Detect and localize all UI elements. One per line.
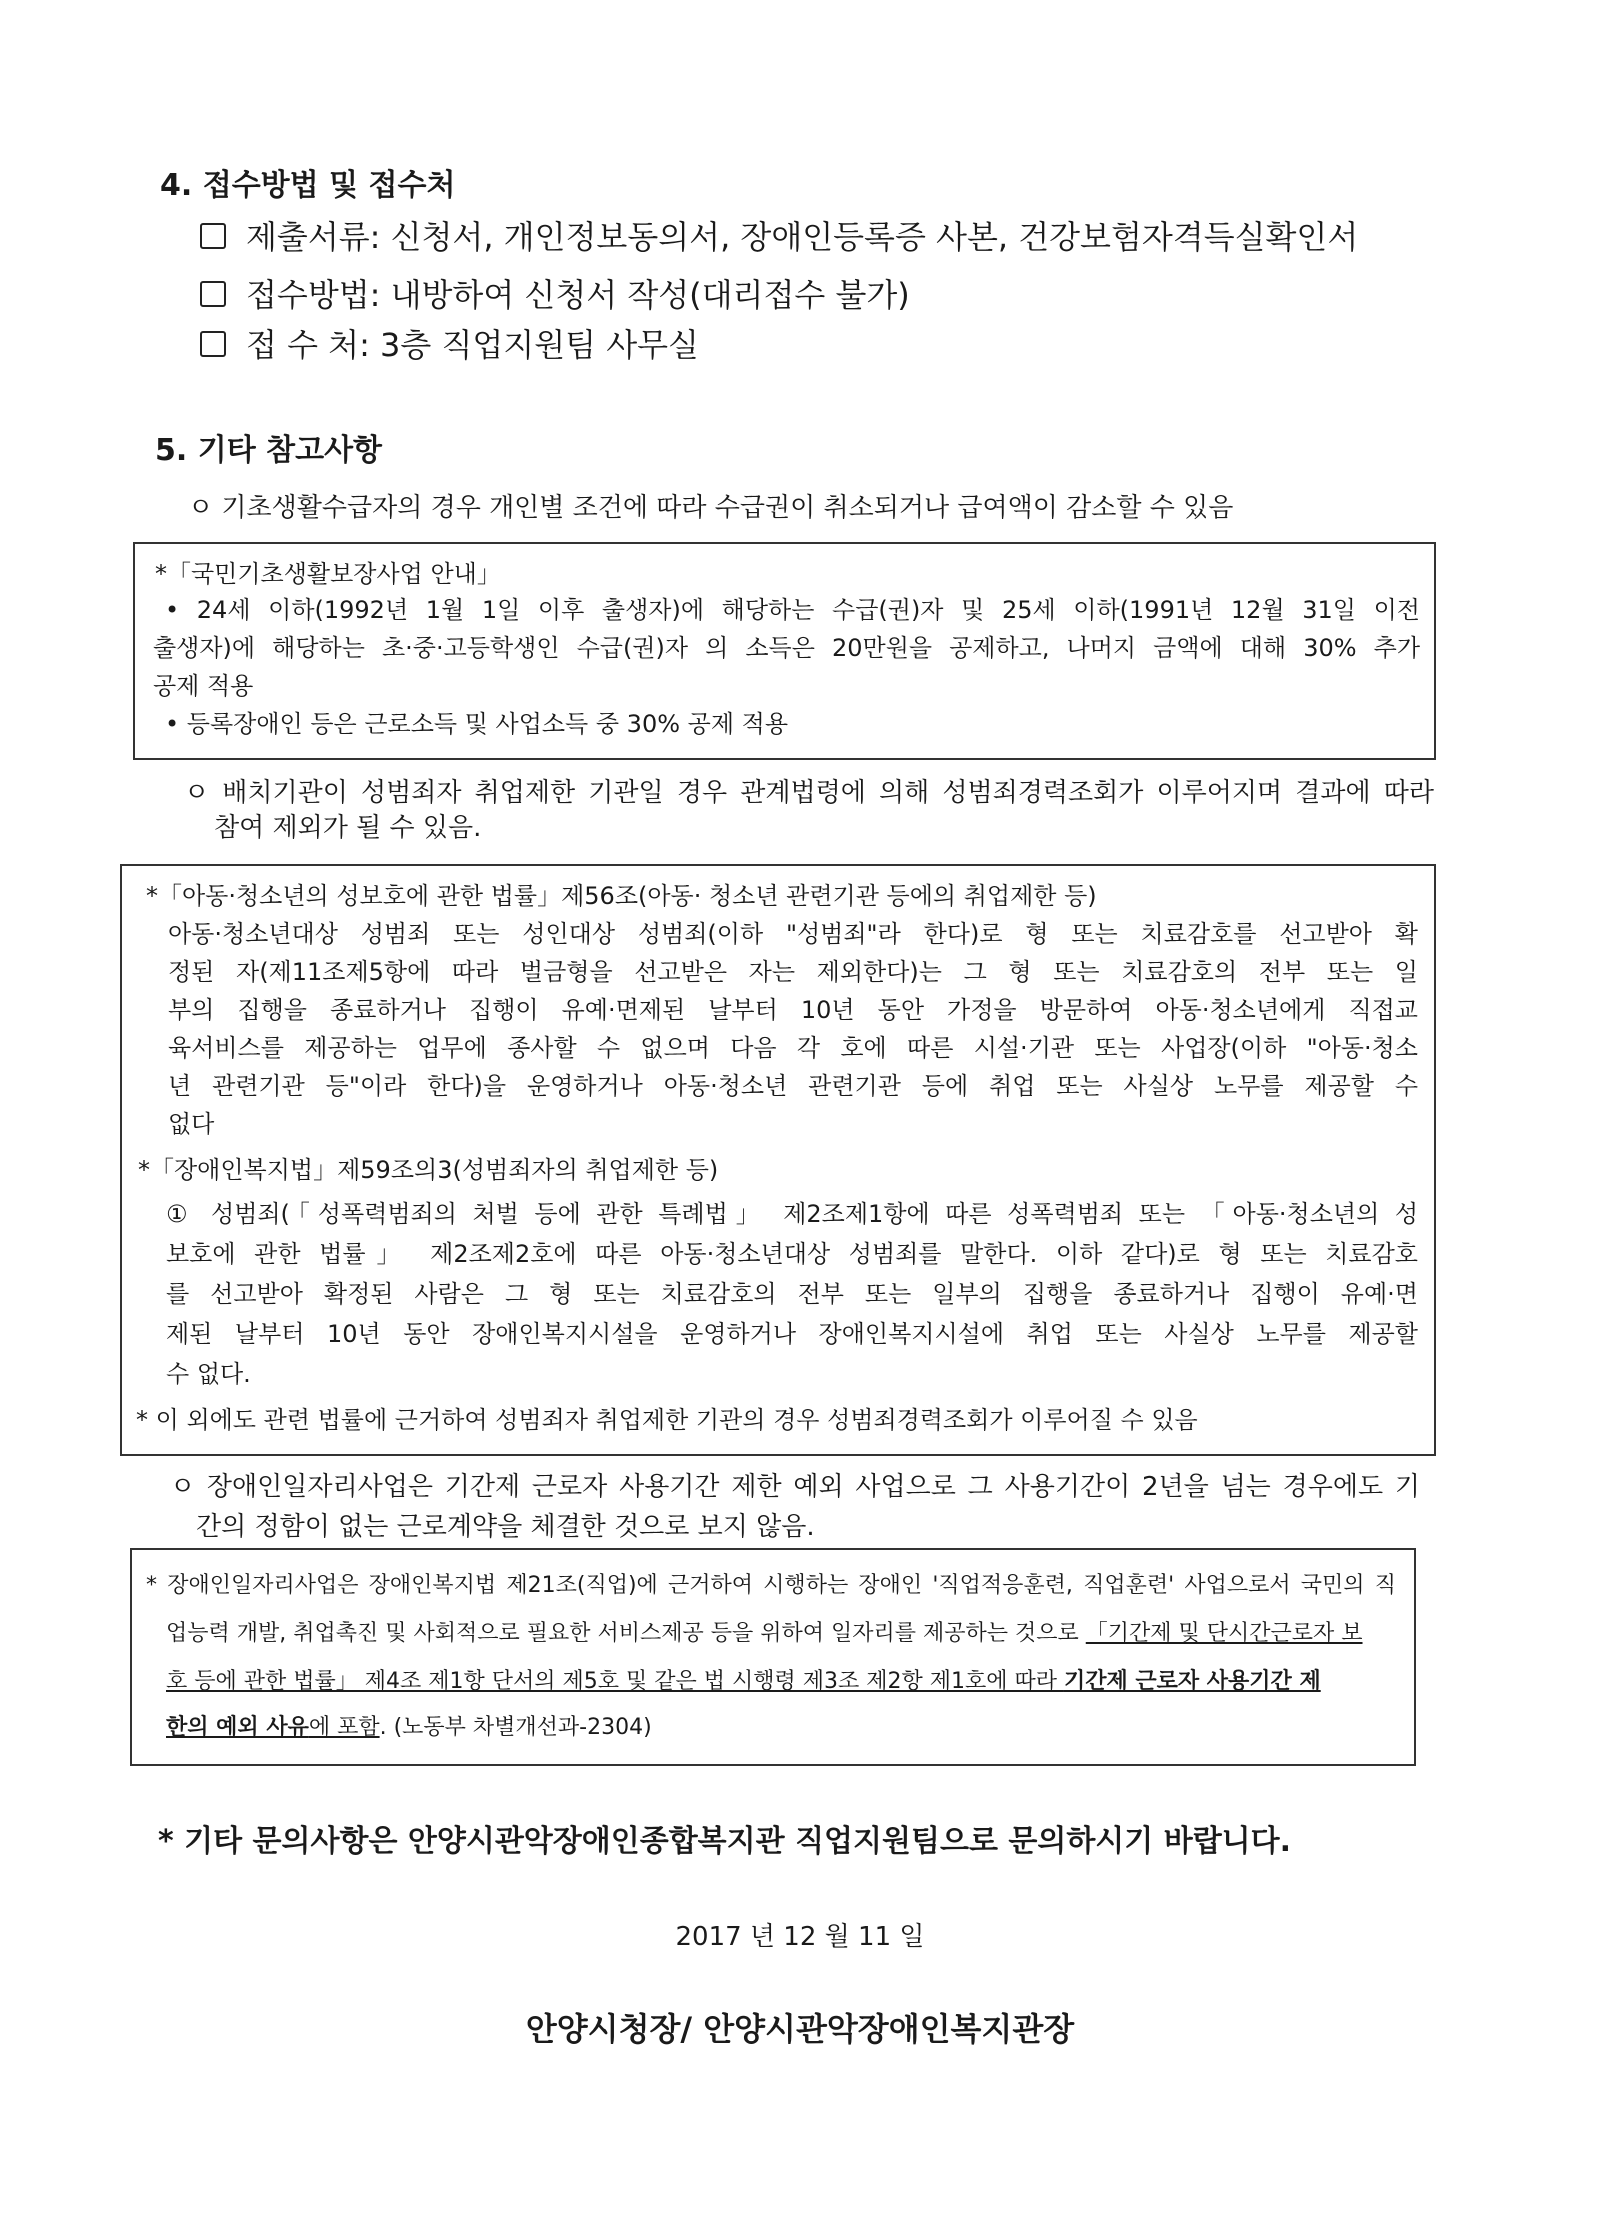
- checkbox-icon: [200, 331, 226, 357]
- bullet-sex-offender-line1: ㅇ 배치기관이 성범죄자 취업제한 기관일 경우 관계법령에 의해 성범죄경력조회가 이루어지며 결과에 따라: [184, 778, 1434, 808]
- box1-item2: • 등록장애인 등은 근로소득 및 사업소득 중 30% 공제 적용: [165, 710, 789, 738]
- box2-law1-line: 없다: [168, 1110, 215, 1138]
- note-box-employment-restriction: [120, 864, 1436, 1456]
- box2-law2-title: *「장애인복지법」제59조의3(성범죄자의 취업제한 등): [138, 1156, 719, 1184]
- box2-footnote: * 이 외에도 관련 법률에 근거하여 성범죄자 취업제한 기관의 경우 성범죄경력조회가 이루어질 수 있음: [136, 1406, 1198, 1434]
- box2-law2-line: 제된 날부터 10년 동안 장애인복지시설을 운영하거나 장애인복지시설에 취업 또는 사실상 노무를 제공할: [166, 1320, 1418, 1348]
- checkbox-icon: [200, 223, 226, 249]
- box1-title: *「국민기초생활보장사업 안내」: [155, 560, 501, 588]
- box2-law1-title: *「아동·청소년의 성보호에 관한 법률」제56조(아동· 청소년 관련기관 등에의 취업제한 등): [146, 882, 1097, 910]
- bullet-fixed-term-line2: 간의 정함이 없는 근로계약을 체결한 것으로 보지 않음.: [196, 1512, 815, 1542]
- document-date: 2017 년 12 월 11 일: [675, 1922, 925, 1952]
- section4-item-documents: 제출서류: 신청서, 개인정보동의서, 장애인등록증 사본, 건강보험자격득실확인서: [200, 212, 1358, 258]
- bullet-basic-livelihood: ㅇ 기초생활수급자의 경우 개인별 조건에 따라 수급권이 취소되거나 급여액이 감소할 수 있음: [188, 493, 1234, 523]
- box2-law1-line: 아동·청소년대상 성범죄 또는 성인대상 성범죄(이하 "성범죄"라 한다)로 형 또는 치료감호를 선고받아 확: [168, 920, 1418, 948]
- box2-law2-line: 수 없다.: [166, 1360, 251, 1388]
- box2-law1-line: 부의 집행을 종료하거나 집행이 유예·면제된 날부터 10년 동안 가정을 방문하여 아동·청소년에게 직접교: [168, 996, 1418, 1024]
- box1-item1-line1: • 24세 이하(1992년 1월 1일 이후 출생자)에 해당하는 수급(권)자 및 25세 이하(1991년 12월 31일 이전: [165, 596, 1420, 624]
- box1-item1-line2: 출생자)에 해당하는 초·중·고등학생인 수급(권)자 의 소득은 20만원을 공제하고, 나머지 금액에 대해 30% 추가: [153, 634, 1420, 662]
- box2-law1-line: 정된 자(제11조제5항에 따라 벌금형을 선고받은 자는 제외한다)는 그 형 또는 치료감호의 전부 또는 일: [168, 958, 1418, 986]
- bullet-sex-offender-line2: 참여 제외가 될 수 있음.: [214, 813, 482, 843]
- box2-law2-line: 를 선고받아 확정된 사람은 그 형 또는 치료감호의 전부 또는 일부의 집행을 종료하거나 집행이 유예·면: [166, 1280, 1418, 1308]
- section4-item-method: 접수방법: 내방하여 신청서 작성(대리접수 불가): [200, 270, 910, 316]
- box3-line2: 업능력 개발, 취업촉진 및 사회적으로 필요한 서비스제공 등을 위하여 일자리를 제공하는 것으로 「기간제 및 단시간근로자 보: [166, 1621, 1363, 1646]
- box3-line3: 호 등에 관한 법률」 제4조 제1항 단서의 제5호 및 같은 법 시행령 제3조 제2항 제1호에 따라 기간제 근로자 사용기간 제: [166, 1669, 1321, 1694]
- box2-law2-line: ① 성범죄(「성폭력범죄의 처벌 등에 관한 특례법」 제2조제1항에 따른 성폭력범죄 또는 「아동·청소년의 성: [166, 1200, 1418, 1228]
- box3-line1: * 장애인일자리사업은 장애인복지법 제21조(직업)에 근거하여 시행하는 장애인 '직업적응훈련, 직업훈련' 사업으로서 국민의 직: [146, 1573, 1396, 1598]
- signature: 안양시청장/ 안양시관악장애인복지관장: [525, 2010, 1075, 2048]
- box1-item1-line3: 공제 적용: [153, 672, 254, 700]
- inquiry-note: * 기타 문의사항은 안양시관악장애인종합복지관 직업지원팀으로 문의하시기 바랍니다.: [158, 1824, 1292, 1859]
- note-box-fixed-term-exception: [130, 1548, 1416, 1766]
- box3-line4: 한의 예외 사유에 포함. (노동부 차별개선과-2304): [166, 1715, 652, 1740]
- checkbox-icon: [200, 281, 226, 307]
- note-box-basic-livelihood: [133, 542, 1436, 760]
- section4-heading: 4. 접수방법 및 접수처: [160, 168, 456, 203]
- section5-heading: 5. 기타 참고사항: [155, 433, 383, 468]
- box2-law1-line: 년 관련기관 등"이라 한다)을 운영하거나 아동·청소년 관련기관 등에 취업 또는 사실상 노무를 제공할 수: [168, 1072, 1418, 1100]
- box2-law2-line: 보호에 관한 법률」 제2조제2호에 따른 아동·청소년대상 성범죄를 말한다. 이하 같다)로 형 또는 치료감호: [166, 1240, 1418, 1268]
- section4-item-place: 접 수 처: 3층 직업지원팀 사무실: [200, 320, 699, 366]
- box2-law1-line: 육서비스를 제공하는 업무에 종사할 수 없으며 다음 각 호에 따른 시설·기관 또는 사업장(이하 "아동·청소: [168, 1034, 1418, 1062]
- bullet-fixed-term-line1: ㅇ 장애인일자리사업은 기간제 근로자 사용기간 제한 예외 사업으로 그 사용기간이 2년을 넘는 경우에도 기: [170, 1472, 1420, 1502]
